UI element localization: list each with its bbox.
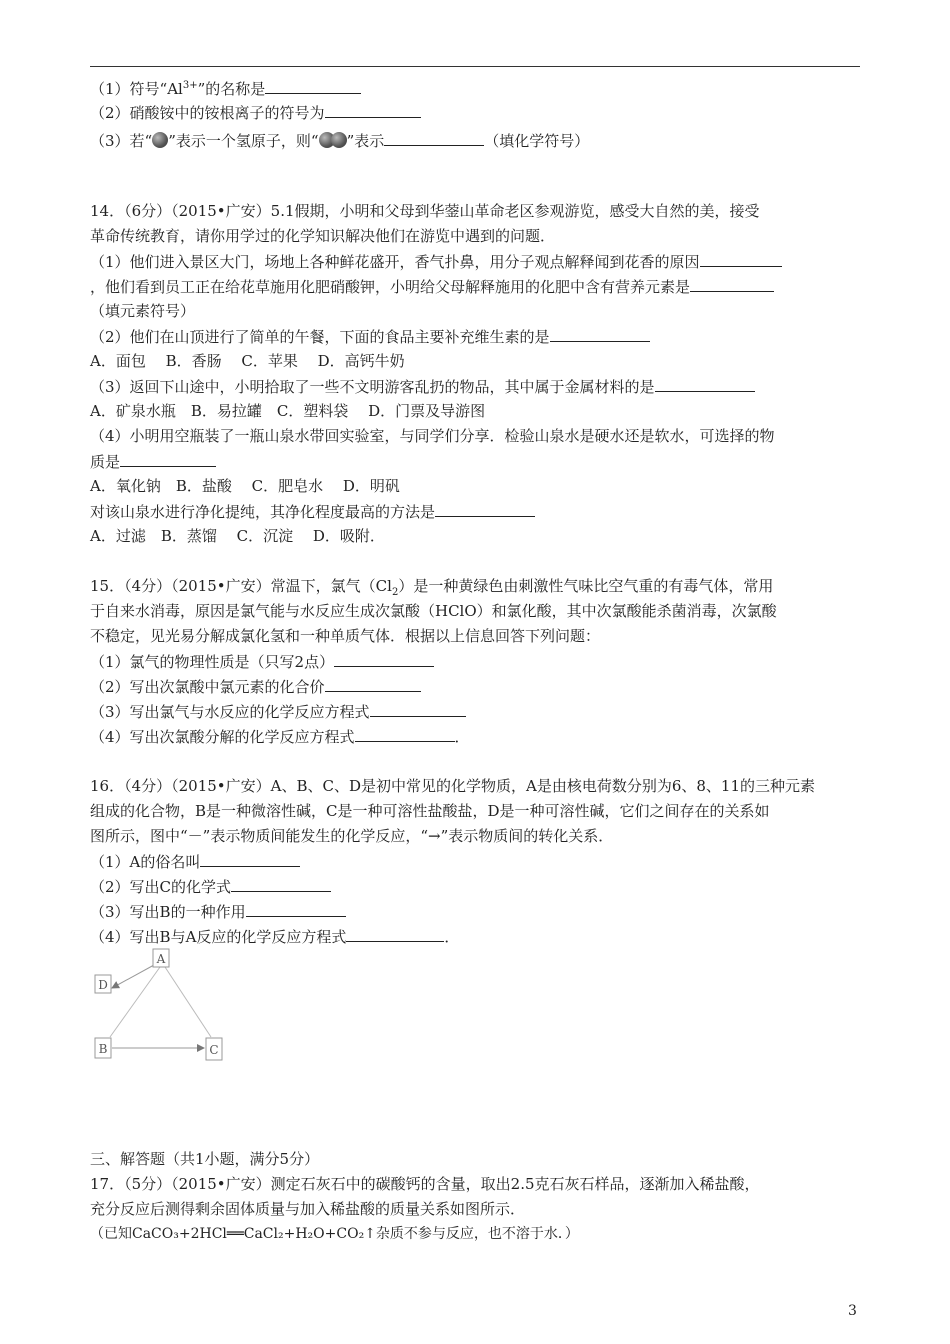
q16-line-7: （4）写出B与A反应的化学反应方程式 ． <box>90 928 460 946</box>
q14-line-7: A．面包 B．香肠 C．苹果 D．高钙牛奶 <box>90 352 405 370</box>
answer-blank[interactable] <box>655 376 755 392</box>
q14-line-1: 14．（6分）（2015•广安）5.1假期，小明和父母到华蓥山革命老区参观游览，感受大自然的美，接受 <box>90 202 760 220</box>
node-a <box>153 949 169 967</box>
answer-blank[interactable] <box>325 676 421 692</box>
answer-blank[interactable] <box>334 651 434 667</box>
answer-blank[interactable] <box>246 901 346 917</box>
answer-blank[interactable] <box>700 251 782 267</box>
answer-blank[interactable] <box>355 726 455 742</box>
answer-blank[interactable] <box>370 701 466 717</box>
hydrogen-atom-icon <box>152 132 168 148</box>
answer-blank[interactable] <box>550 326 650 342</box>
svg-text:B: B <box>98 1042 108 1056</box>
q14-line-5: （填元素符号） <box>90 302 196 320</box>
q14-line-10: （4）小明用空瓶装了一瓶山泉水带回实验室，与同学们分享．检验山泉水是硬水还是软水，可选择的物 <box>90 427 775 445</box>
q16-line-5: （2）写出C的化学式 <box>90 876 331 897</box>
q14-line-8: （3）返回下山途中，小明拾取了一些不文明游客乱扔的物品，其中属于金属材料的是 <box>90 376 755 397</box>
q14-line-6: （2）他们在山顶进行了简单的午餐，下面的食品主要补充维生素的是 <box>90 326 650 347</box>
q14-line-4: ，他们看到员工正在给花草施用化肥硝酸钾，小明给父母解释施用的化肥中含有营养元素是 <box>90 276 774 297</box>
line-a-c <box>165 967 211 1037</box>
q15-line-3: 不稳定，见光易分解成氯化氢和一种单质气体．根据以上信息回答下列问题： <box>90 627 601 645</box>
q14-line-2: 革命传统教育，请你用学过的化学知识解决他们在游览中遇到的问题． <box>90 227 556 245</box>
answer-blank[interactable] <box>346 926 444 942</box>
answer-blank[interactable] <box>690 276 774 292</box>
q15-line-2: 于自来水消毒，原因是氯气能与水反应生成次氯酸（HClO）和氯化酸，其中次氯酸能杀菌消毒，次氯酸 <box>90 602 777 620</box>
q17-line-3: （已知CaCO₃+2HCl══CaCl₂+H₂O+CO₂↑杂质不参与反应，也不溶于水．） <box>90 1226 579 1242</box>
q14-line-11: 质是 <box>90 451 216 472</box>
q15-line-6: （3）写出氯气与水反应的化学反应方程式 <box>90 701 466 722</box>
hydrogen-atom-icon <box>331 132 347 148</box>
q14-line-3: （1）他们进入景区大门，场地上各种鲜花盛开，香气扑鼻，用分子观点解释闻到花香的原因 <box>90 251 782 272</box>
q15-line-7: （4）写出次氯酸分解的化学反应方程式 ． <box>90 728 470 746</box>
q15-line-5: （2）写出次氯酸中氯元素的化合价 <box>90 676 421 697</box>
q16-line-1: 16．（4分）（2015•广安）A、B、C、D是初中常见的化学物质，A是由核电荷数分别为6、8、11的三种元素 <box>90 777 816 795</box>
q16-line-4: （1）A的俗名叫 <box>90 851 300 872</box>
q16-line-6: （3）写出B的一种作用 <box>90 901 346 922</box>
answer-blank[interactable] <box>325 102 421 118</box>
line-a-b <box>110 967 160 1037</box>
answer-blank[interactable] <box>265 78 361 94</box>
answer-blank[interactable] <box>231 876 331 892</box>
q14-line-9: A．矿泉水瓶 B．易拉罐 C．塑料袋 D．门票及导游图 <box>90 402 486 420</box>
q13-line-1: （1）符号“$Al^{3+}$”的名称是 <box>90 76 361 99</box>
svg-text:D: D <box>98 978 108 992</box>
q14-line-12: A．氧化钠 B．盐酸 C．肥皂水 D．明矾 <box>90 477 400 495</box>
relationship-diagram <box>90 945 240 1080</box>
page-number: 3 <box>848 1303 857 1319</box>
q15-line-1: 15．（4分）（2015•广安）常温下，氯气$(Cl_2)$是一种黄绿色由刺激性气味比空气重的有毒气体，常用 <box>90 577 774 598</box>
q17-line-2: 充分反应后测得剩余固体质量与加入稀盐酸的质量关系如图所示． <box>90 1200 526 1218</box>
answer-blank[interactable] <box>200 851 300 867</box>
q15-line-4: （1）氯气的物理性质是（只写2点） <box>90 651 434 672</box>
q13-line-3: （3）若“ ”表示一个氢原子，则“ ”表示 （填化学符号） <box>90 132 590 150</box>
answer-blank[interactable] <box>435 501 535 517</box>
q17-line-1: 17．（5分）（2015•广安）测定石灰石中的碳酸钙的含量，取出2.5克石灰石样品，逐渐加入稀盐酸， <box>90 1175 760 1193</box>
q16-line-2: 组成的化合物，B是一种微溶性碱，C是一种可溶性盐酸盐，D是一种可溶性碱，它们之间存在的关系如 <box>90 802 770 820</box>
answer-blank[interactable] <box>384 130 484 146</box>
svg-text:C: C <box>209 1043 219 1057</box>
answer-blank[interactable] <box>120 451 216 467</box>
q14-line-14: A．过滤 B．蒸馏 C．沉淀 D．吸附． <box>90 527 385 545</box>
svg-text:A: A <box>156 952 166 966</box>
q13-line-2: （2）硝酸铵中的铵根离子的符号为 <box>90 102 421 123</box>
header-rule <box>90 66 860 67</box>
node-d <box>95 975 111 993</box>
q16-line-3: 图所示，图中“－”表示物质间能发生的化学反应，“→”表示物质间的转化关系． <box>90 827 614 845</box>
node-c <box>206 1038 222 1060</box>
q14-line-13: 对该山泉水进行净化提纯，其净化程度最高的方法是 <box>90 501 535 522</box>
node-b <box>95 1038 111 1058</box>
section-heading: 三、解答题（共1小题，满分5分） <box>90 1150 320 1168</box>
